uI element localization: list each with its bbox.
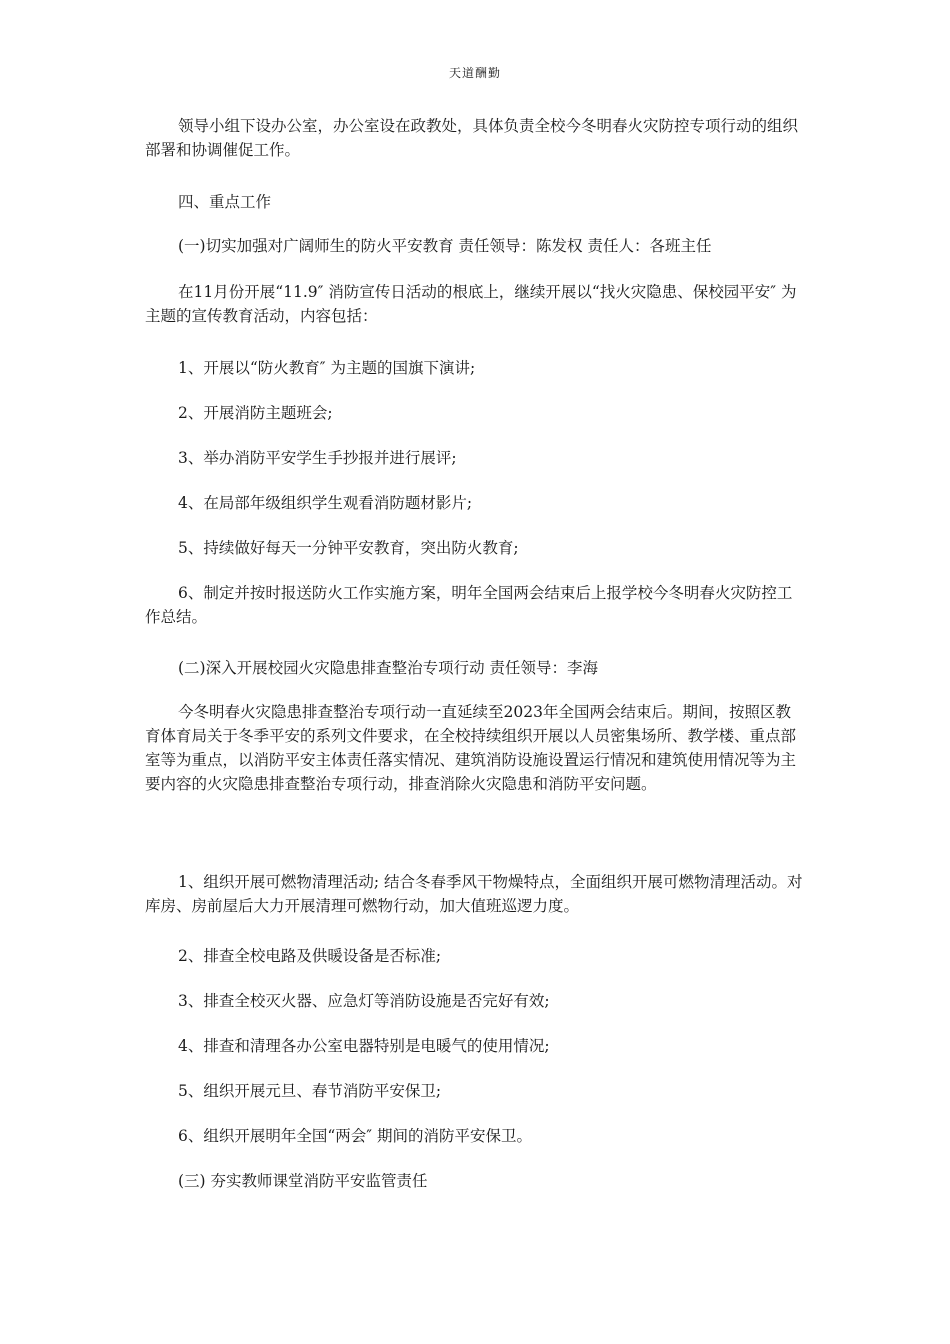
- list-item-2-2: 2、排查全校电路及供暖设备是否标准;: [178, 947, 442, 965]
- subsection-heading-1: (一)切实加强对广阔师生的防火平安教育 责任领导：陈发权 责任人：各班主任: [178, 237, 712, 255]
- list-item-1-2: 2、开展消防主题班会;: [178, 404, 333, 422]
- paragraph-inspection: 今冬明春火灾隐患排查整治专项行动一直延续至2023年全国两会结束后。期间，按照区教育体育局关于冬季平安的系列文件要求，在全校持续组织开展以人员密集场所、教学楼、重点部室等为重点，以消防平安主体责任落实情况、建筑消防设施设置运行情况和建筑使用情况等为主要内容的火灾隐患排查整治专项行动，排查消除火灾隐患和消防平安问题。: [145, 703, 797, 793]
- list-item-2-6: 6、组织开展明年全国“两会″ 期间的消防平安保卫。: [178, 1127, 533, 1145]
- list-item-1-1: 1、开展以“防火教育″ 为主题的国旗下演讲;: [178, 359, 476, 377]
- list-item-1-4: 4、在局部年级组织学生观看消防题材影片;: [178, 494, 473, 512]
- list-item-1-3: 3、举办消防平安学生手抄报并进行展评;: [178, 449, 457, 467]
- subsection-heading-3: (三) 夯实教师课堂消防平安监管责任: [178, 1172, 428, 1190]
- paragraph-office: 领导小组下设办公室，办公室设在政教处，具体负责全校今冬明春火灾防控专项行动的组织部署和协调催促工作。: [145, 117, 799, 159]
- list-item-2-3: 3、排查全校灭火器、应急灯等消防设施是否完好有效;: [178, 992, 550, 1010]
- list-item-1-6: 6、制定并按时报送防火工作实施方案，明年全国两会结束后上报学校今冬明春火灾防控工作总结。: [145, 584, 793, 626]
- page-header: 天道酬勤: [448, 66, 501, 80]
- list-item-2-5: 5、组织开展元旦、春节消防平安保卫;: [178, 1082, 442, 1100]
- list-item-1-5: 5、持续做好每天一分钟平安教育，突出防火教育;: [178, 539, 519, 557]
- list-item-2-1: 1、组织开展可燃物清理活动; 结合冬春季风干物燥特点，全面组织开展可燃物清理活动。对库房、房前屋后大力开展清理可燃物行动，加大值班巡逻力度。: [145, 873, 803, 915]
- section-heading-key-work: 四、重点工作: [178, 193, 272, 211]
- paragraph-campaign: 在11月份开展“11.9″ 消防宣传日活动的根底上，继续开展以“找火灾隐患、保校园平安″ 为主题的宣传教育活动，内容包括：: [145, 283, 797, 325]
- list-item-2-4: 4、排查和清理各办公室电器特别是电暖气的使用情况;: [178, 1037, 550, 1055]
- subsection-heading-2: (二)深入开展校园火灾隐患排查整治专项行动 责任领导：李海: [178, 659, 599, 677]
